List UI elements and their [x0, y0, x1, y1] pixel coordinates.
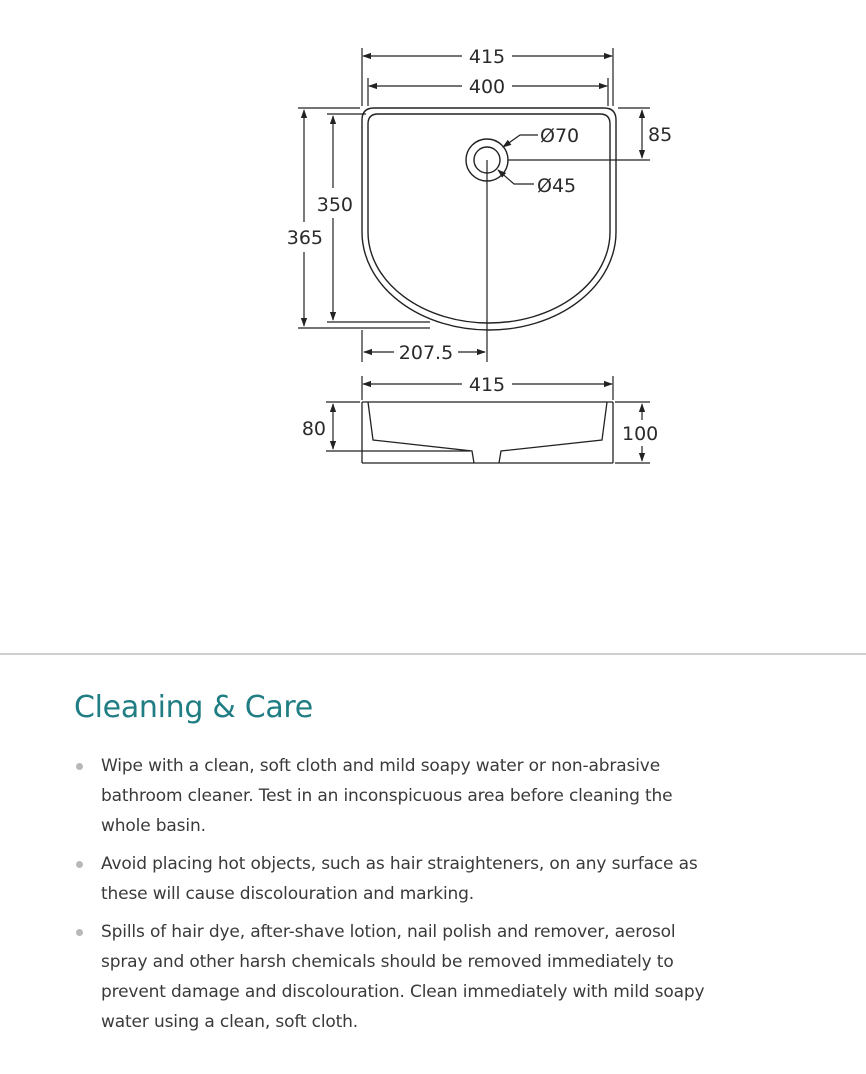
dim-side-415: 415: [468, 374, 506, 396]
list-item-text: Wipe with a clean, soft cloth and mild soapy water or non-abrasive bathroom cleaner. Test in an inconspicuous area before cleaning the whole basin.: [101, 756, 673, 836]
dim-depth-365: 365: [286, 227, 323, 249]
list-item-text: Avoid placing hot objects, such as hair straighteners, on any surface as these will cause discolouration and marking.: [101, 854, 698, 904]
cleaning-care-section: [74, 690, 714, 1045]
bullet-icon: [76, 861, 83, 868]
side-view: [362, 402, 613, 463]
list-item: [74, 849, 714, 909]
list-item-text: Spills of hair dye, after-shave lotion, nail polish and remover, aerosol spray and other harsh chemicals should be removed immediately to prevent damage and discolouration. Clean immediately with mild soapy water using a clean, soft cloth.: [101, 922, 705, 1032]
list-item: [74, 751, 714, 841]
dim-height-100: 100: [622, 423, 659, 445]
dim-depth-350: 350: [316, 194, 353, 216]
bullet-icon: [76, 763, 83, 770]
dim-waste-45: Ø45: [537, 175, 577, 197]
dim-top-415: 415: [468, 46, 506, 68]
dim-bowl-80: 80: [301, 418, 326, 440]
dim-offset-207-5: 207.5: [398, 342, 454, 364]
dim-waste-offset-85: 85: [648, 124, 673, 146]
basin-technical-drawing: [0, 0, 866, 480]
dim-top-400: 400: [468, 76, 506, 98]
bullet-icon: [76, 929, 83, 936]
dim-waste-70: Ø70: [540, 125, 580, 147]
list-item: [74, 917, 714, 1037]
care-list: [74, 751, 714, 1037]
section-heading: Cleaning & Care: [74, 690, 313, 725]
section-divider: [0, 653, 866, 655]
